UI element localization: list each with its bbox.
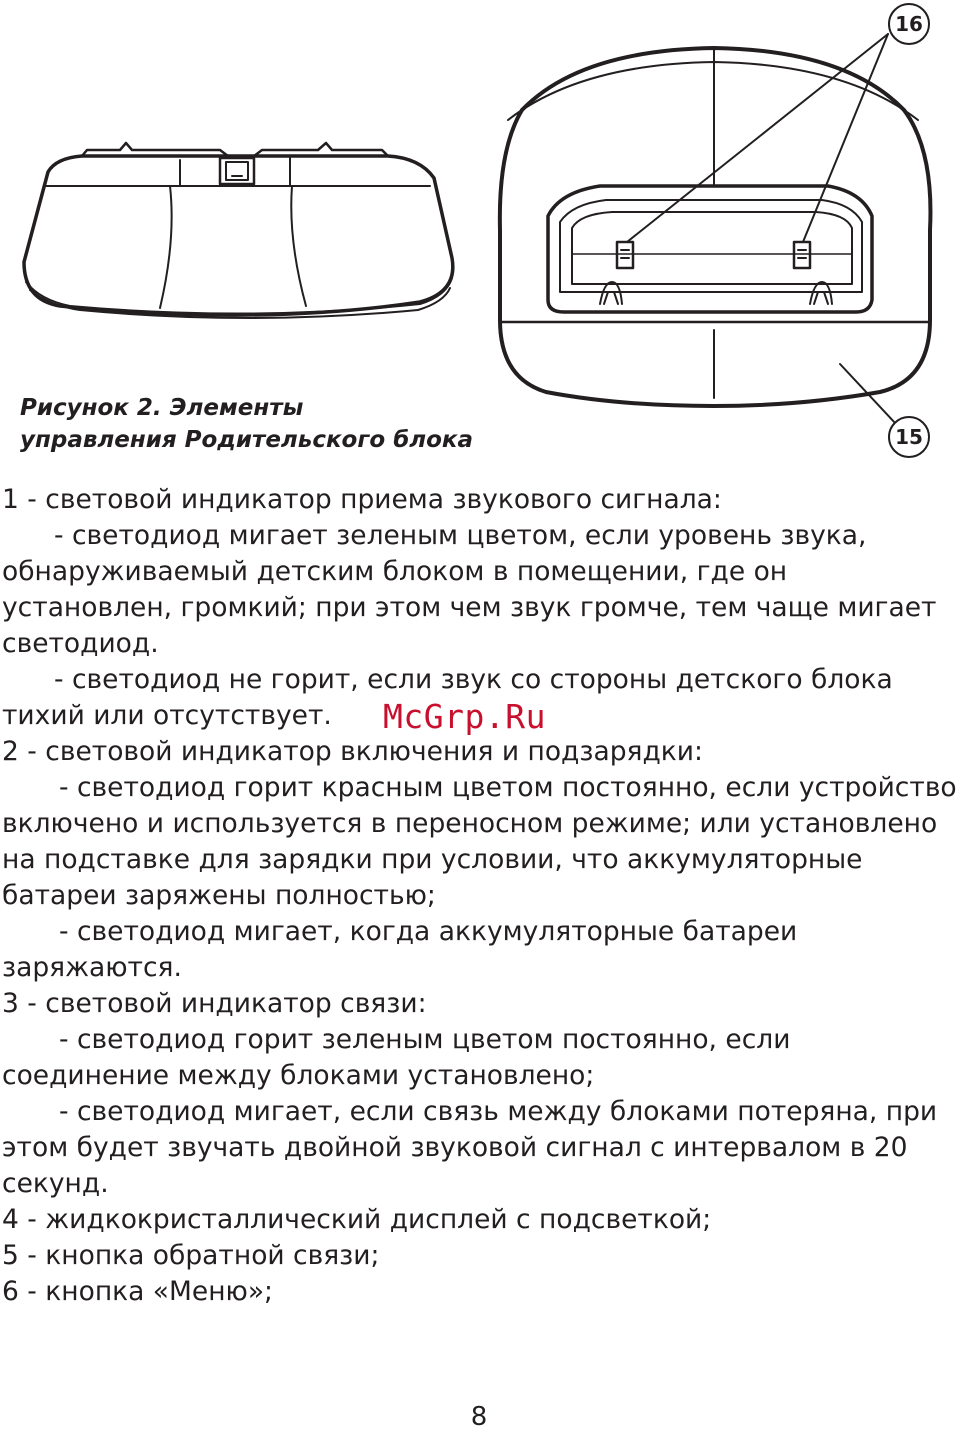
- watermark: McGrp.Ru: [383, 697, 546, 736]
- base-front-view: [24, 143, 453, 318]
- item-6: 6 - кнопка «Меню»;: [2, 1276, 273, 1307]
- item-2-heading: 2 - световой индикатор включения и подзарядки:: [2, 736, 703, 767]
- item-3-heading: 3 - световой индикатор связи:: [2, 988, 427, 1019]
- callout-15: 15: [888, 416, 930, 458]
- item-4: 4 - жидкокристаллический дисплей с подсветкой;: [2, 1204, 712, 1235]
- caption-line-1: Рисунок 2. Элементы: [20, 395, 304, 421]
- caption-line-2: управления Родительского блока: [20, 427, 474, 453]
- item-1-sub-a: - светодиод мигает зеленым цветом, если уровень звука, обнаруживаемый детским блоком в помещении, где он установлен, громкий; при этом чем звук громче, тем чаще мигает светодиод.: [2, 520, 937, 659]
- indicator-description: [2, 482, 958, 1310]
- item-2-sub-a: - светодиод горит красным цветом постоянно, если устройство включено и используется в переносном режиме; или установлено на подставке для зарядки при условии, что аккумуляторные батареи заряжены полностью;: [2, 772, 957, 911]
- figure-charging-base: [0, 0, 958, 470]
- item-1-heading: 1 - световой индикатор приема звукового сигнала:: [2, 484, 722, 515]
- item-2-sub-b: - светодиод мигает, когда аккумуляторные батареи заряжаются.: [2, 916, 798, 983]
- callout-leaders: [627, 34, 896, 424]
- page-number: 8: [470, 1402, 488, 1432]
- callout-16: 16: [888, 3, 930, 45]
- item-1-sub-b: - светодиод не горит, если звук со стороны детского блока тихий или отсутствует.: [2, 664, 893, 731]
- base-top-view: [500, 48, 931, 406]
- item-5: 5 - кнопка обратной связи;: [2, 1240, 380, 1271]
- item-3-sub-b: - светодиод мигает, если связь между блоками потеряна, при этом будет звучать двойной звуковой сигнал с интервалом в 20 секунд.: [2, 1096, 938, 1199]
- item-3-sub-a: - светодиод горит зеленым цветом постоянно, если соединение между блоками установлено;: [2, 1024, 791, 1091]
- figure-caption: [20, 392, 473, 456]
